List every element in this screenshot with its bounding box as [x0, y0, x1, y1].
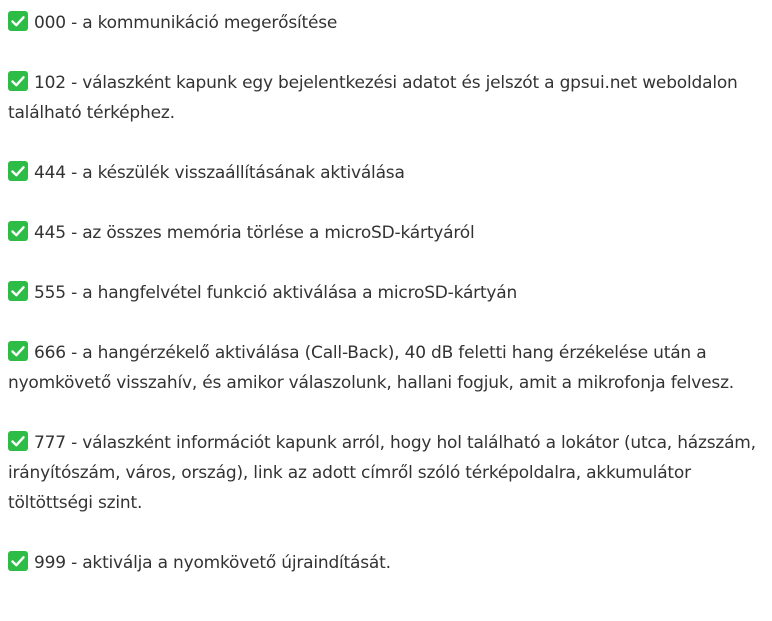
item-code: 000: [34, 13, 66, 33]
check-box-icon: [8, 341, 28, 361]
item-separator: -: [65, 553, 83, 573]
list-item: [8, 338, 762, 398]
item-text: a hangfelvétel funkció aktiválása a microSD-kártyán: [82, 283, 518, 303]
item-separator: -: [65, 223, 83, 243]
list-item: [8, 428, 762, 518]
item-separator: -: [65, 433, 83, 453]
item-code: 999: [34, 553, 66, 573]
check-box-icon: [8, 161, 28, 181]
item-text: a hangérzékelő aktiválása (Call-Back), 40 dB feletti hang érzékelése után a nyomkövető visszahív, és amikor válaszolunk, hallani fogjuk, amit a mikrofonja felvesz.: [8, 343, 735, 393]
list-item: [8, 68, 762, 128]
item-code: 102: [34, 73, 66, 93]
item-text: válaszként információt kapunk arról, hogy hol található a lokátor (utca, házszám, irányítószám, város, ország), link az adott címről szóló térképoldalra, akkumulátor töltöttségi szint.: [8, 433, 756, 513]
item-code: 445: [34, 223, 66, 243]
item-code: 555: [34, 283, 66, 303]
item-text: aktiválja a nyomkövető újraindítását.: [82, 553, 391, 573]
item-separator: -: [65, 13, 83, 33]
item-text: válaszként kapunk egy bejelentkezési adatot és jelszót a gpsui.net weboldalon található térképhez.: [8, 73, 738, 123]
list-item: [8, 548, 762, 578]
check-box-icon: [8, 11, 28, 31]
item-text: az összes memória törlése a microSD-kártyáról: [82, 223, 475, 243]
item-separator: -: [65, 163, 83, 183]
item-text: a készülék visszaállításának aktiválása: [82, 163, 405, 183]
list-item: [8, 8, 762, 38]
check-box-icon: [8, 551, 28, 571]
list-item: [8, 158, 762, 188]
check-box-icon: [8, 71, 28, 91]
item-code: 777: [34, 433, 66, 453]
item-separator: -: [65, 283, 83, 303]
item-text: a kommunikáció megerősítése: [82, 13, 338, 33]
list-item: [8, 218, 762, 248]
item-code: 666: [34, 343, 66, 363]
check-box-icon: [8, 431, 28, 451]
item-separator: -: [65, 73, 83, 93]
check-box-icon: [8, 281, 28, 301]
list-item: [8, 278, 762, 308]
item-code: 444: [34, 163, 66, 183]
check-box-icon: [8, 221, 28, 241]
item-separator: -: [65, 343, 83, 363]
